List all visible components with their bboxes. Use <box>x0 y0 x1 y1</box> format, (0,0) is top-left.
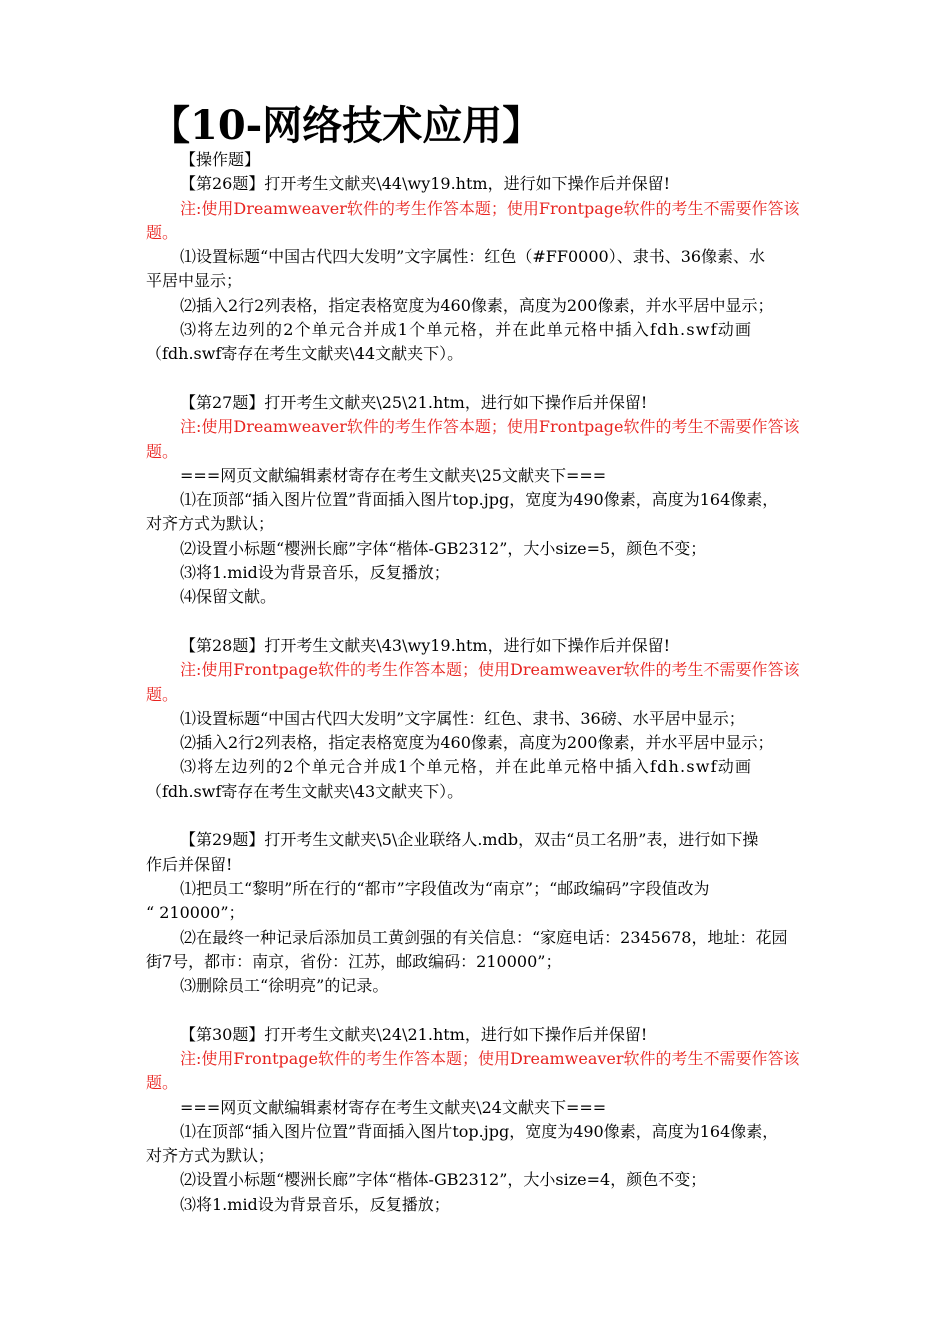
blank-line <box>146 610 858 634</box>
note-line: 注:使用Frontpage软件的考生作答本题；使用Dreamweaver软件的考生不需要作答该 <box>180 1048 800 1068</box>
note-line-cont: 题。 <box>146 684 179 704</box>
note-line-cont: 题。 <box>146 441 179 461</box>
step-line: ⑴在顶部“插入图片位置”背面插入图片top.jpg，宽度为490像素，高度为164像素， <box>180 1121 779 1141</box>
step-line: ⑶将1.mid设为背景音乐，反复播放； <box>180 1194 450 1214</box>
question-heading: 【第29题】打开考生文献夹\5\企业联络人.mdb，双击“员工名册”表，进行如下操 <box>180 830 759 850</box>
blank-line <box>146 804 858 828</box>
document-body <box>146 148 858 1217</box>
note-line-cont: 题。 <box>146 1073 179 1093</box>
step-line: ⑵设置小标题“樱洲长廊”字体“楷体-GB2312”，大小size=5，颜色不变； <box>180 538 707 558</box>
step-line-cont: 平居中显示； <box>146 271 243 291</box>
step-line: ⑶删除员工“徐明亮”的记录。 <box>180 976 389 996</box>
step-line: ⑵设置小标题“樱洲长廊”字体“楷体-GB2312”，大小size=4，颜色不变； <box>180 1170 707 1190</box>
step-line: ⑵插入2行2列表格，指定表格宽度为460像素，高度为200像素，并水平居中显示； <box>180 295 774 315</box>
step-line-cont: “ 210000”； <box>146 903 245 923</box>
question-heading: 【第26题】打开考生文献夹\44\wy19.htm，进行如下操作后并保留! <box>180 174 671 194</box>
blank-line <box>146 998 858 1022</box>
step-line: ⑴设置标题“中国古代四大发明”文字属性：红色（#FF0000）、隶书、36像素、水 <box>180 247 766 267</box>
step-line-cont: （fdh.swf寄存在考生文献夹\44文献夹下）。 <box>146 344 464 364</box>
step-line-cont: 街7号，都市：南京，省份：江苏，邮政编码：210000”； <box>146 951 562 971</box>
step-line: ⑶将左边列的2个单元合并成1个单元格，并在此单元格中插入fdh.swf动画 <box>180 757 753 777</box>
note-line: 注:使用Dreamweaver软件的考生作答本题；使用Frontpage软件的考生不需要作答该 <box>180 417 800 437</box>
material-line: ===网页文献编辑素材寄存在考生文献夹\25文献夹下=== <box>180 465 607 485</box>
note-line: 注:使用Frontpage软件的考生作答本题；使用Dreamweaver软件的考生不需要作答该 <box>180 660 800 680</box>
step-line: ⑷保留文献。 <box>180 587 277 607</box>
question-heading: 【第28题】打开考生文献夹\43\wy19.htm，进行如下操作后并保留! <box>180 635 671 655</box>
step-line: ⑶将1.mid设为背景音乐，反复播放； <box>180 563 450 583</box>
step-line: ⑶将左边列的2个单元合并成1个单元格，并在此单元格中插入fdh.swf动画 <box>180 320 753 340</box>
step-line-cont: 对齐方式为默认； <box>146 1146 275 1166</box>
step-line-cont: （fdh.swf寄存在考生文献夹\43文献夹下）。 <box>146 781 464 801</box>
material-line: ===网页文献编辑素材寄存在考生文献夹\24文献夹下=== <box>180 1097 607 1117</box>
question-heading-cont: 作后并保留! <box>146 854 233 874</box>
step-line: ⑴把员工“黎明”所在行的“都市”字段值改为“南京”；“邮政编码”字段值改为 <box>180 878 710 898</box>
step-line: ⑵在最终一种记录后添加员工黄剑强的有关信息：“家庭电话：2345678，地址：花园 <box>180 927 788 947</box>
section-heading: 【操作题】 <box>180 150 261 169</box>
note-line: 注:使用Dreamweaver软件的考生作答本题；使用Frontpage软件的考生不需要作答该 <box>180 198 800 218</box>
step-line-cont: 对齐方式为默认； <box>146 514 275 534</box>
blank-line <box>146 367 858 391</box>
note-line-cont: 题。 <box>146 222 179 242</box>
question-heading: 【第30题】打开考生文献夹\24\21.htm，进行如下操作后并保留! <box>180 1024 648 1044</box>
step-line: ⑴在顶部“插入图片位置”背面插入图片top.jpg，宽度为490像素，高度为164像素， <box>180 490 779 510</box>
question-heading: 【第27题】打开考生文献夹\25\21.htm，进行如下操作后并保留! <box>180 392 648 412</box>
step-line: ⑵插入2行2列表格，指定表格宽度为460像素，高度为200像素，并水平居中显示； <box>180 733 774 753</box>
step-line: ⑴设置标题“中国古代四大发明”文字属性：红色、隶书、36磅、水平居中显示； <box>180 708 745 728</box>
page-title: 【10-网络技术应用】 <box>150 102 543 149</box>
